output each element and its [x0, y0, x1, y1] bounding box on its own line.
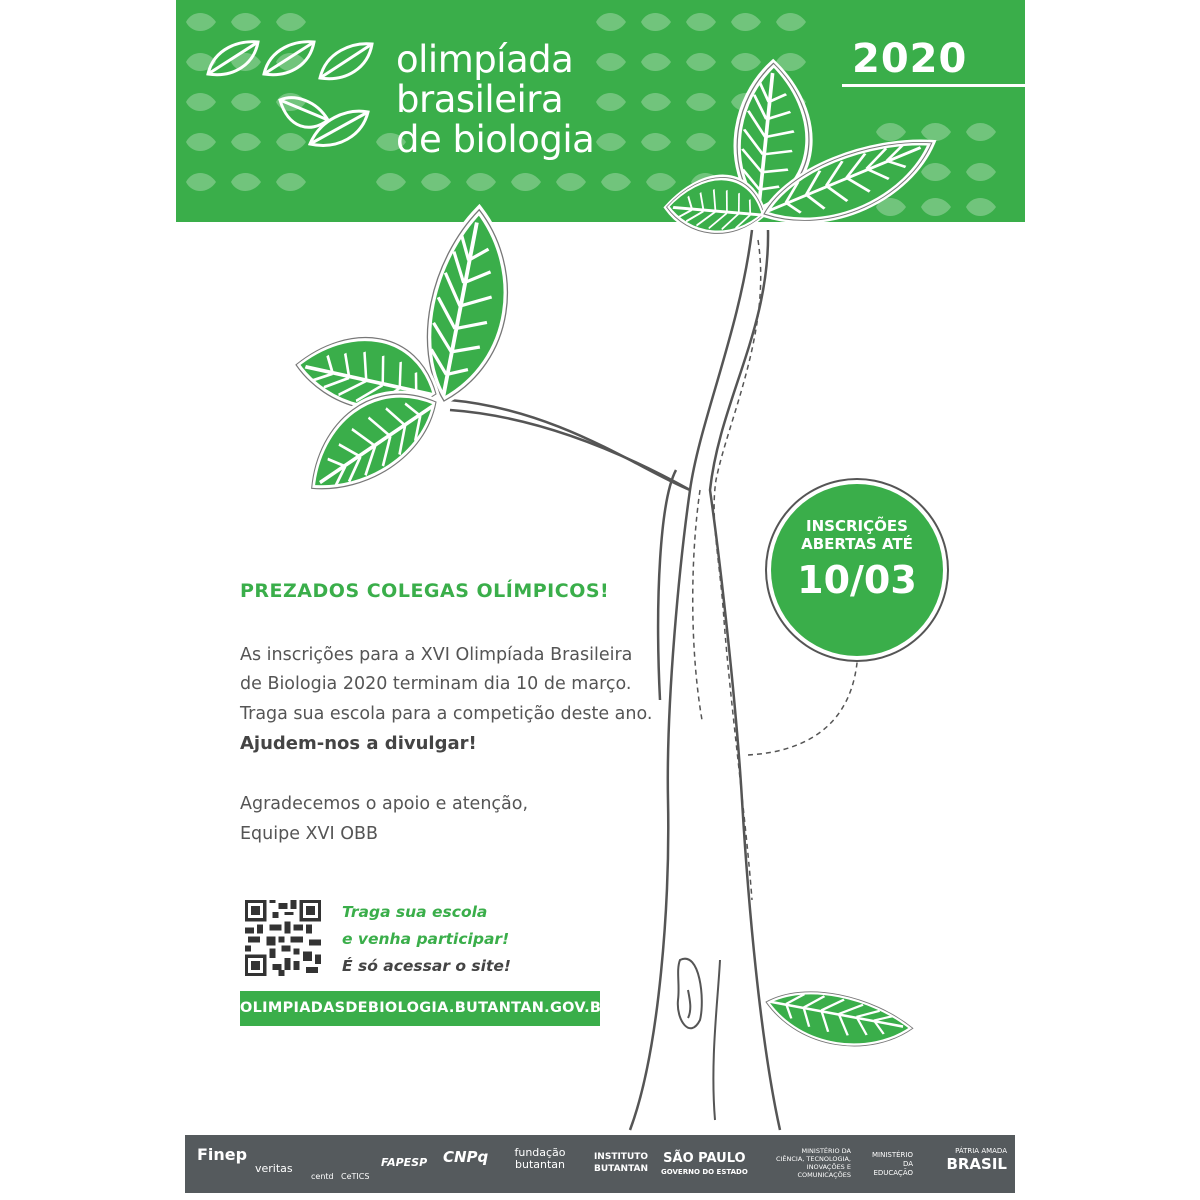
logo-instituto-butantan: INSTITUTO BUTANTAN	[593, 1152, 649, 1174]
badge-date: 10/03	[797, 558, 917, 602]
logo-brasil: PÁTRIA AMADA BRASIL	[946, 1147, 1007, 1173]
paragraph-line-2: de Biologia 2020 terminam dia 10 de março.	[240, 674, 632, 694]
cta-line-2: e venha participar!	[342, 930, 510, 948]
logo-cetics: CeTICS	[341, 1172, 370, 1181]
logo-mec: MINISTÉRIO DA EDUCAÇÃO	[872, 1151, 913, 1177]
logo-cnpq: CNPq	[443, 1148, 489, 1166]
call-to-spread: Ajudem-nos a divulgar!	[240, 733, 477, 754]
cta-line-1: Traga sua escola	[342, 903, 488, 921]
title-line-2: brasileira	[396, 78, 564, 121]
title-line-3: de biologia	[396, 118, 595, 161]
website-url-link[interactable]: OLIMPIADASDEBIOLOGIA.BUTANTAN.GOV.BR	[240, 991, 600, 1026]
closing-line-1: Agradecemos o apoio e atenção,	[240, 794, 529, 814]
title-line-1: olimpíada	[396, 38, 574, 81]
logo-veritas: veritas	[255, 1162, 293, 1175]
badge-line-1: INSCRIÇÕES	[806, 517, 908, 535]
logo-centd: centd	[311, 1172, 334, 1181]
greeting-heading: PREZADOS COLEGAS OLÍMPICOS!	[240, 580, 610, 602]
paragraph-line-1: As inscrições para a XVI Olimpíada Brasileira	[240, 645, 633, 665]
cta-line-3: É só acessar o site!	[342, 957, 511, 975]
sponsor-footer	[185, 1135, 1015, 1193]
logo-mcti: MINISTÉRIO DA CIÊNCIA, TECNOLOGIA, INOVAÇÕES E COMUNICAÇÕES	[775, 1147, 851, 1179]
badge-line-2: ABERTAS ATÉ	[801, 535, 913, 553]
logo-fundacao-butantan: fundação butantan	[514, 1146, 566, 1171]
year-label: 2020	[852, 36, 968, 82]
qr-code-icon[interactable]	[245, 900, 321, 976]
registration-deadline-badge	[771, 484, 943, 656]
logo-fapesp: FAPESP	[381, 1156, 428, 1169]
paragraph-line-3: Traga sua escola para a competição deste ano.	[240, 704, 653, 724]
logo-sao-paulo: SÃO PAULO GOVERNO DO ESTADO	[661, 1151, 748, 1176]
closing-line-2: Equipe XVI OBB	[240, 824, 379, 844]
badge-text	[771, 517, 943, 553]
logo-finep: Finep	[197, 1145, 248, 1164]
